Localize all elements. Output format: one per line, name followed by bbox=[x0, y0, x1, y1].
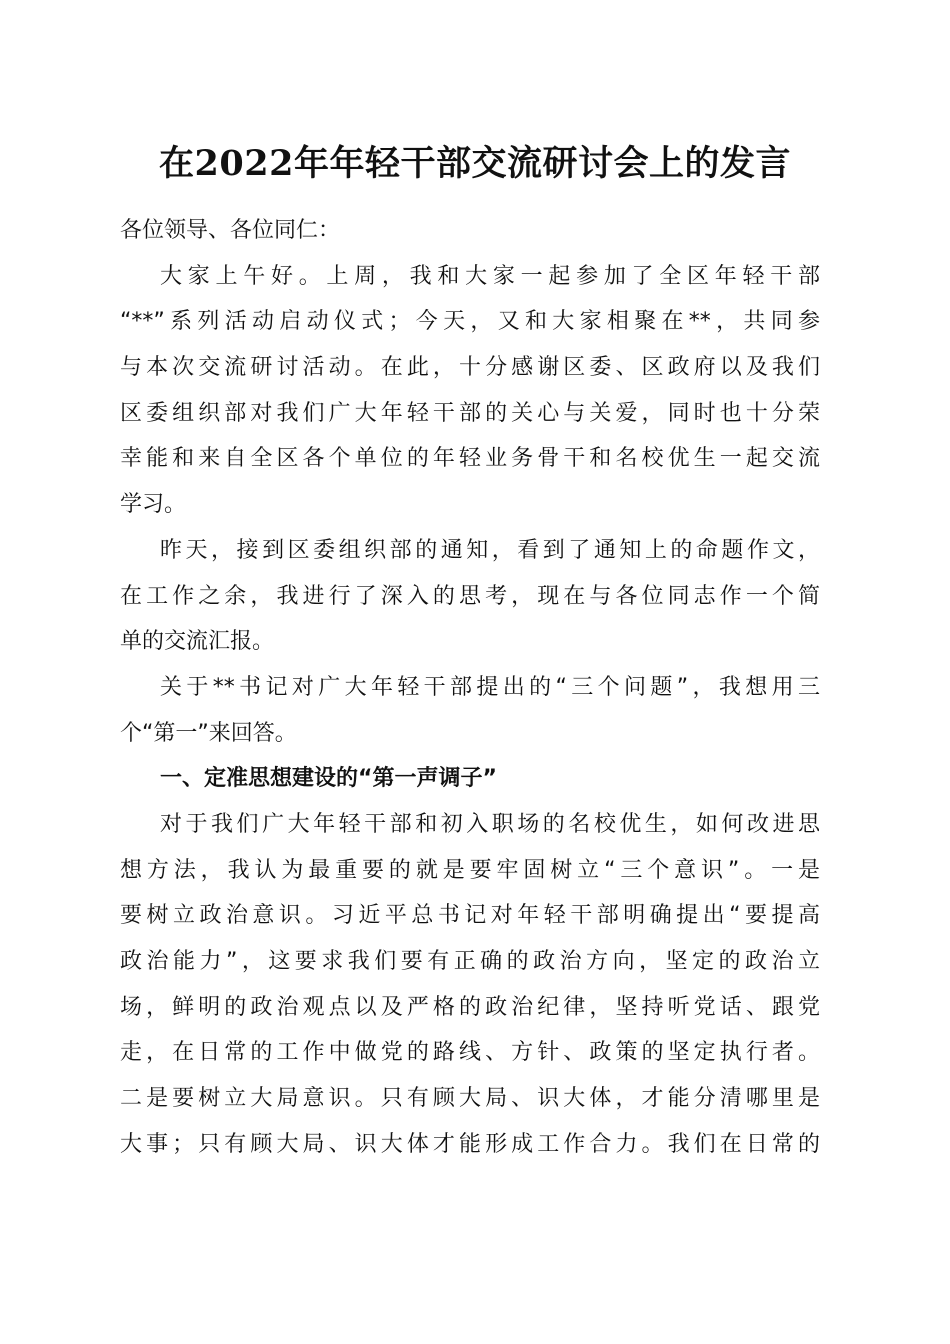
text-line: 大家上午好。上周，我和大家一起参加了全区年轻干部 bbox=[160, 263, 820, 289]
text-line: 幸能和来自全区各个单位的年轻业务骨干和名校优生一起交流 bbox=[120, 446, 820, 472]
section-heading: 一、定准思想建设的“第一声调子” bbox=[160, 766, 497, 792]
text-line: 走，在日常的工作中做党的路线、方针、政策的坚定执行者。 bbox=[120, 1040, 820, 1066]
text-line: “**”系列活动启动仪式；今天，又和大家相聚在**，共同参 bbox=[120, 309, 820, 335]
text-line: 场，鲜明的政治观点以及严格的政治纪律，坚持听党话、跟党 bbox=[120, 994, 820, 1020]
text-line: 单的交流汇报。 bbox=[120, 629, 275, 655]
text-line: 昨天，接到区委组织部的通知，看到了通知上的命题作文， bbox=[160, 537, 820, 563]
document-body bbox=[120, 208, 820, 1167]
text-line: 二是要树立大局意识。只有顾大局、识大体，才能分清哪里是 bbox=[120, 1086, 820, 1112]
text-line: 在工作之余，我进行了深入的思考，现在与各位同志作一个简 bbox=[120, 583, 820, 609]
text-line: 区委组织部对我们广大年轻干部的关心与关爱，同时也十分荣 bbox=[120, 400, 820, 426]
text-line: 想方法，我认为最重要的就是要牢固树立“三个意识”。一是 bbox=[120, 857, 820, 883]
text-line: 各位领导、各位同仁： bbox=[120, 218, 341, 243]
text-line: 学习。 bbox=[120, 492, 187, 518]
text-line: 要树立政治意识。习近平总书记对年轻干部明确提出“要提高 bbox=[120, 903, 820, 929]
text-line: 关于**书记对广大年轻干部提出的“三个问题”，我想用三 bbox=[160, 674, 820, 700]
document-title: 在2022年年轻干部交流研讨会上的发言 bbox=[159, 143, 791, 184]
text-line: 对于我们广大年轻干部和初入职场的名校优生，如何改进思 bbox=[160, 811, 820, 837]
text-line: 与本次交流研讨活动。在此，十分感谢区委、区政府以及我们 bbox=[120, 355, 820, 381]
text-line: 个“第一”来回答。 bbox=[120, 720, 297, 746]
text-line: 大事；只有顾大局、识大体才能形成工作合力。我们在日常的 bbox=[120, 1131, 820, 1157]
text-line: 政治能力”，这要求我们要有正确的政治方向，坚定的政治立 bbox=[120, 949, 820, 974]
